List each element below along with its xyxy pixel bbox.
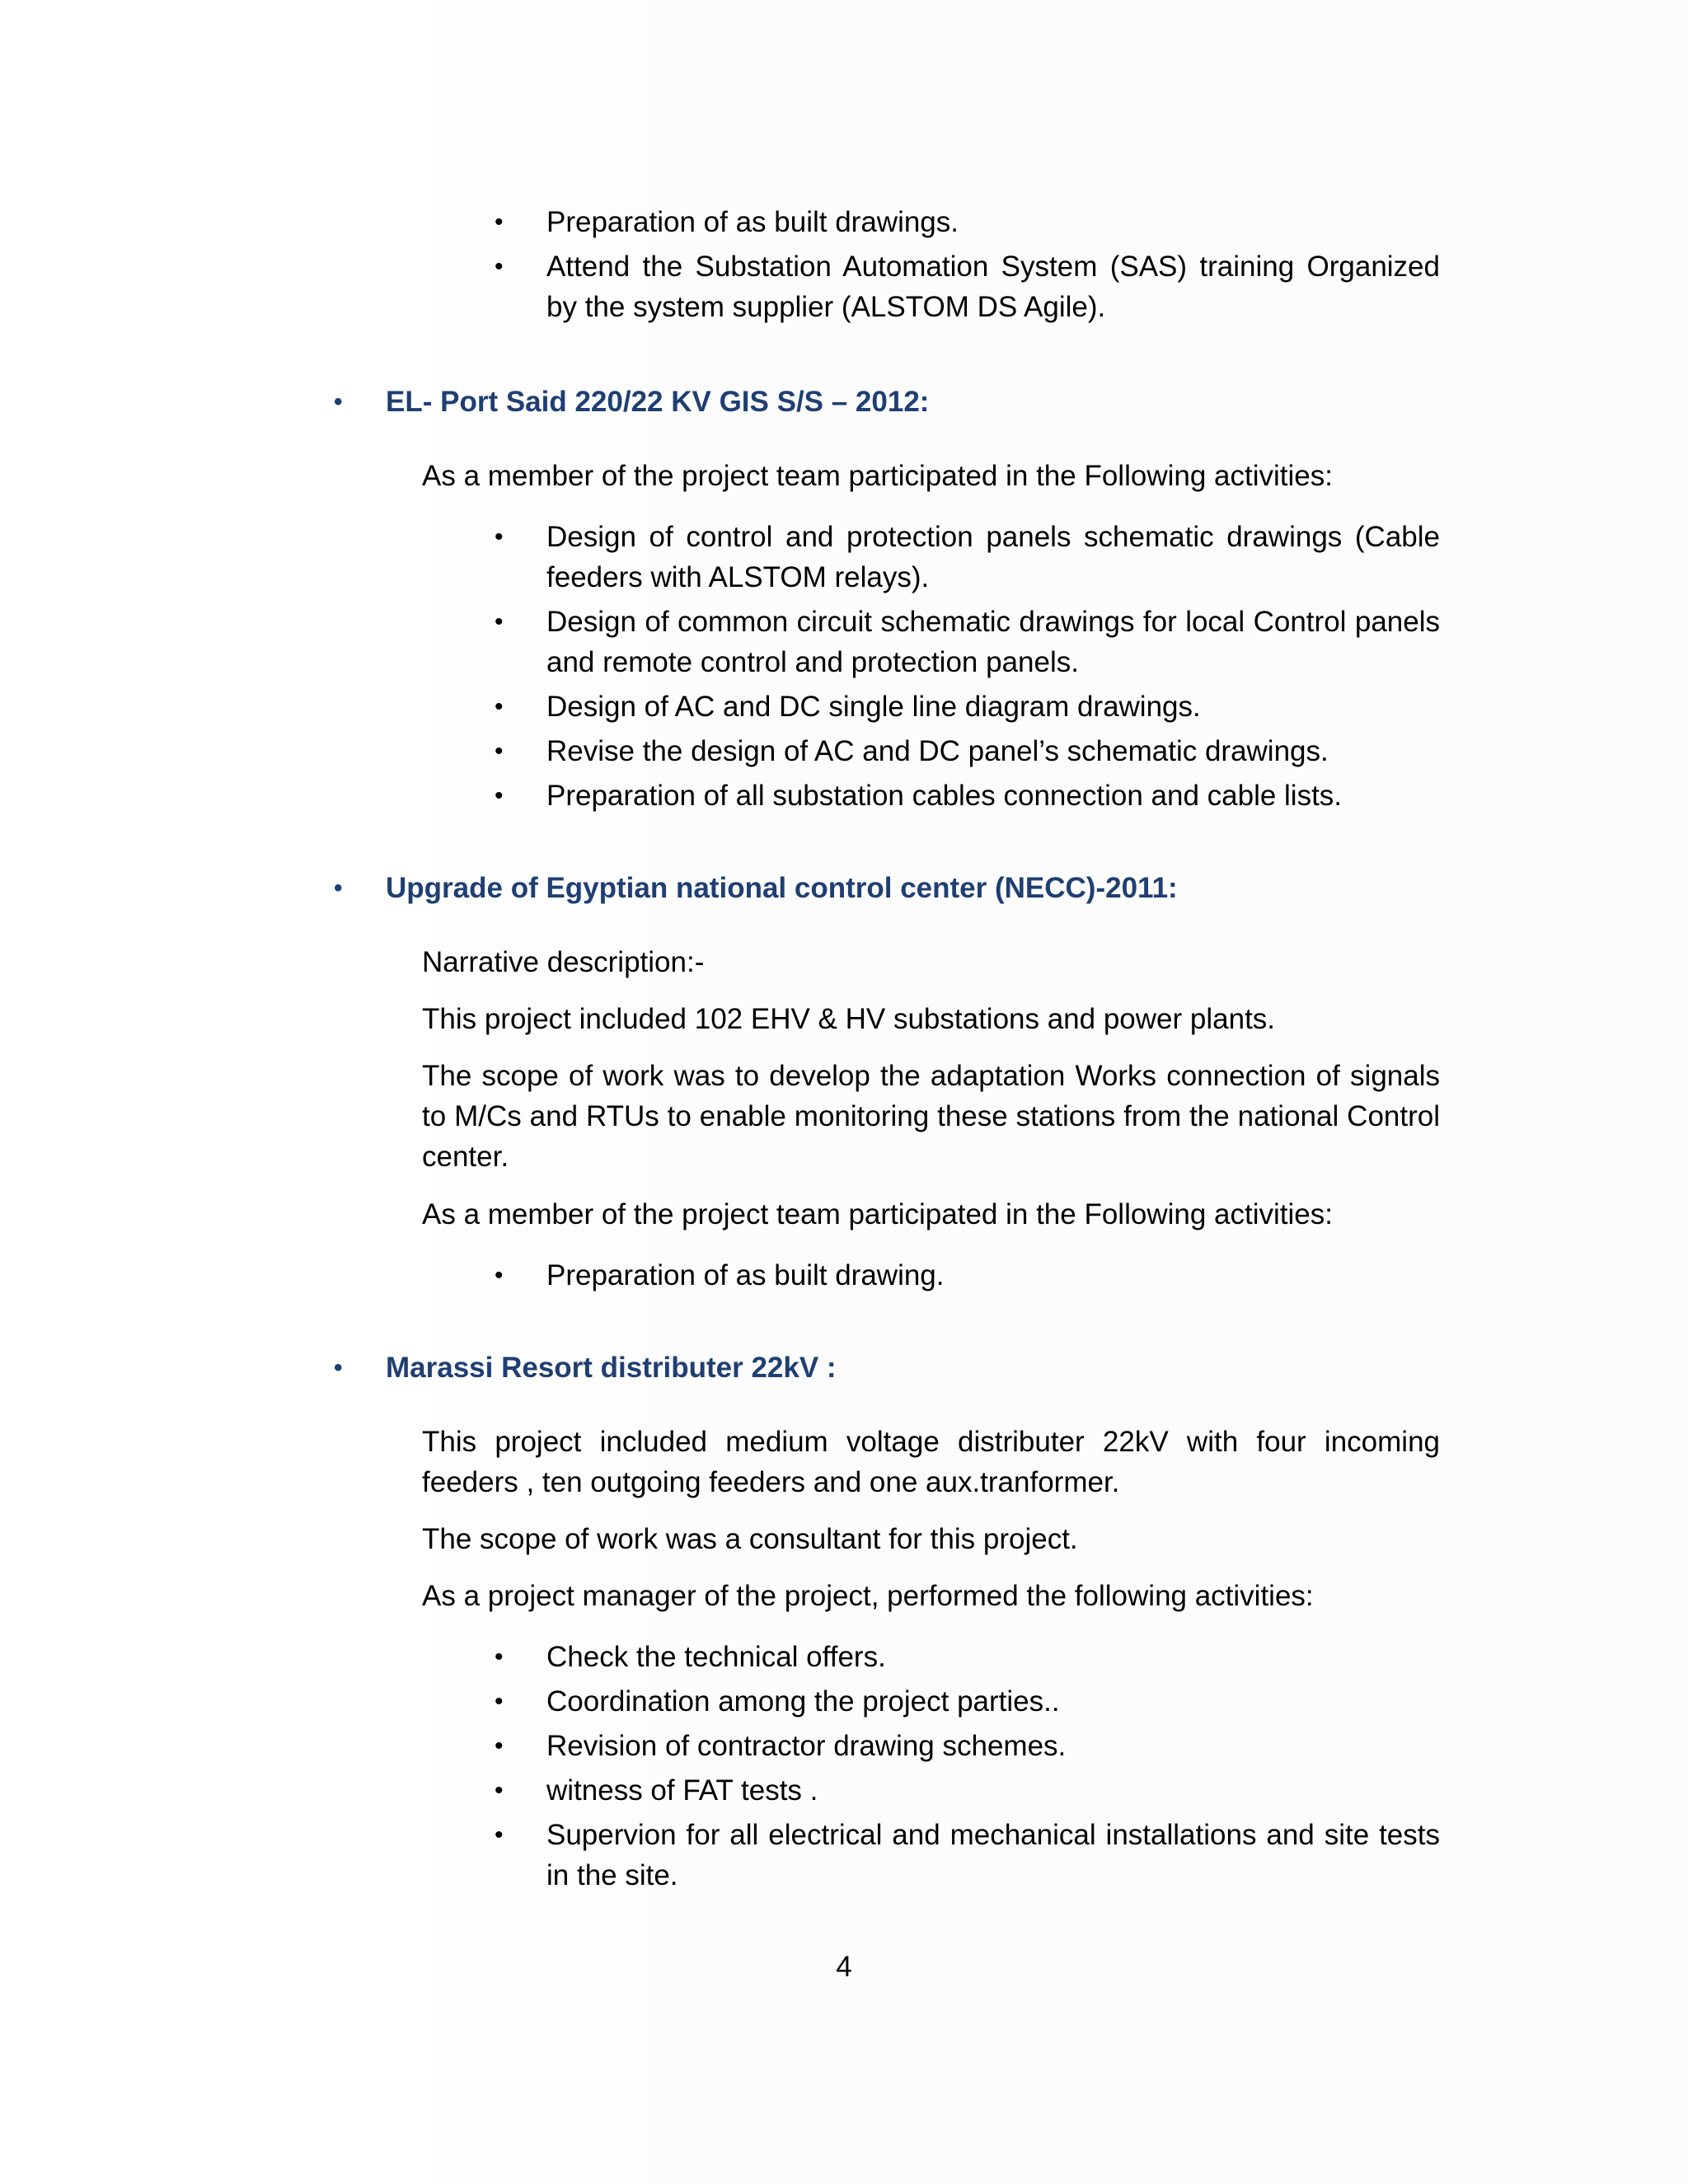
bullet-icon: • [495,253,504,280]
section-title: Upgrade of Egyptian national control center (NECC)-2011: [386,872,1178,904]
list-item: • Revise the design of AC and DC panel’s schematic drawings. [495,731,1440,771]
necc-activity-list [495,1255,1440,1300]
list-item: • witness of FAT tests . [495,1770,1440,1811]
marassi-activity-list [495,1637,1440,1900]
marassi-intro: As a project manager of the project, performed the following activities: [422,1580,1314,1612]
heading-bullet-icon: • [334,1354,343,1381]
necc-narrative-label: Narrative description:- [422,946,705,978]
list-item: • Check the technical offers. [495,1637,1440,1677]
bullet-icon: • [495,1262,504,1289]
list-item: • Design of control and protection panels schematic drawings (Cable feeders with ALSTOM relays). [495,517,1440,598]
bullet-icon: • [495,738,504,765]
bullet-icon: • [495,1732,504,1760]
heading-bullet-icon: • [334,874,343,902]
bullet-icon: • [495,1821,504,1849]
list-item: • Preparation of all substation cables connection and cable lists. [495,776,1440,816]
necc-intro: As a member of the project team participated in the Following activities: [422,1198,1333,1230]
bullet-icon: • [495,209,504,236]
necc-scope: The scope of work was to develop the adaptation Works connection of signals to M/Cs and RTUs to enable monitoring these stations from the national Control center. [422,1060,1440,1173]
list-item: • Coordination among the project parties.. [495,1681,1440,1722]
port-said-intro: As a member of the project team participated in the Following activities: [422,460,1333,492]
intro-activity-list [495,202,1440,331]
port-said-activity-list [495,517,1440,820]
bullet-icon: • [495,782,504,809]
bullet-icon: • [495,523,504,551]
list-item: • Preparation of as built drawings. [495,202,1440,242]
list-item: • Attend the Substation Automation System (SAS) training Organized by the system supplier (ALSTOM DS Agile). [495,246,1440,327]
section-title: Marassi Resort distributer 22kV : [386,1352,837,1384]
marassi-included: This project included medium voltage distributer 22kV with four incoming feeders , ten outgoing feeders and one aux.tranformer. [422,1426,1440,1498]
list-item: • Supervion for all electrical and mechanical installations and site tests in the site. [495,1815,1440,1896]
heading-bullet-icon: • [334,388,343,415]
section-title: EL- Port Said 220/22 KV GIS S/S – 2012: [386,386,930,418]
marassi-scope: The scope of work was a consultant for this project. [422,1523,1078,1555]
bullet-icon: • [495,1688,504,1715]
list-item: • Design of AC and DC single line diagram drawings. [495,687,1440,727]
bullet-icon: • [495,608,504,635]
page-number: 4 [836,1951,852,1983]
bullet-icon: • [495,693,504,720]
list-item: • Preparation of as built drawing. [495,1255,1440,1296]
necc-included: This project included 102 EHV & HV substations and power plants. [422,1003,1276,1035]
bullet-icon: • [495,1777,504,1804]
list-item: • Revision of contractor drawing schemes. [495,1726,1440,1766]
bullet-icon: • [495,1643,504,1671]
list-item: • Design of common circuit schematic drawings for local Control panels and remote control and protection panels. [495,602,1440,682]
